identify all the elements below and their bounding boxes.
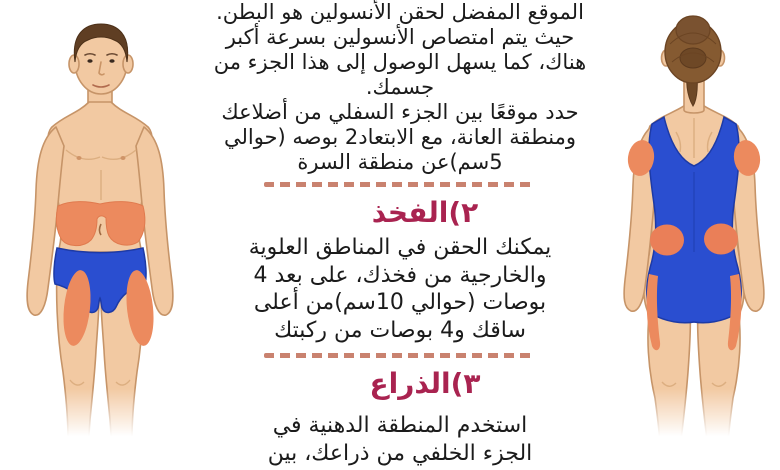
male-figure-front <box>0 0 200 470</box>
thigh-text-line: يمكنك الحقن في المناطق العلوية <box>248 235 552 260</box>
female-hair-knot <box>680 48 706 68</box>
abdomen-text-line: جسمك. <box>365 75 435 99</box>
arm-text-line: الجزء الخلفي من ذراعك، بين <box>267 440 533 466</box>
abdomen-text-line: ومنطقة العانة، مع الابتعاد2 بوصه (حوالي <box>223 125 577 149</box>
arm-section-text <box>190 412 610 467</box>
female-figure-back <box>600 0 780 470</box>
thigh-text-line: والخارجية من فخذك، على بعد 4 <box>253 262 547 288</box>
section-heading-arm: ٣)الذراع <box>369 367 481 400</box>
abdomen-text-line: هناك، كما يسهل الوصول إلى هذا الجزء من <box>213 50 587 74</box>
abdomen-text-line: 5سم)عن منطقة السرة <box>297 150 503 174</box>
right-buttock-injection-site-highlight <box>704 224 738 255</box>
arm-text-line: استخدم المنطقة الدهنية في <box>272 413 528 438</box>
female-figure-back-illustration <box>600 0 780 470</box>
thigh-section-text <box>190 234 610 344</box>
male-left-ear <box>69 55 79 73</box>
text-column <box>190 0 610 470</box>
abdomen-text-line: الموقع المفضل لحقن الأنسولين هو البطن. <box>216 0 584 24</box>
abdomen-text-line: حيث يتم امتصاص الأنسولين بسرعة أكبر <box>225 25 575 49</box>
thigh-text-line: ساقك و4 بوصات من ركبتك <box>274 317 526 343</box>
dashed-divider <box>264 353 536 358</box>
abdomen-text-line: حدد موقعًا بين الجزء السفلي من أضلاعك <box>221 100 579 124</box>
dashed-divider <box>264 182 536 187</box>
left-buttock-injection-site-highlight <box>650 225 684 256</box>
male-right-ear <box>123 55 133 73</box>
thigh-text-line: بوصات (حوالي 10سم)من أعلى <box>253 290 547 315</box>
abdomen-section-text <box>190 0 610 175</box>
male-figure-front-illustration <box>0 0 200 470</box>
female-hair-bun <box>676 16 710 44</box>
section-heading-thigh: ٢)الفخذ <box>371 196 479 229</box>
